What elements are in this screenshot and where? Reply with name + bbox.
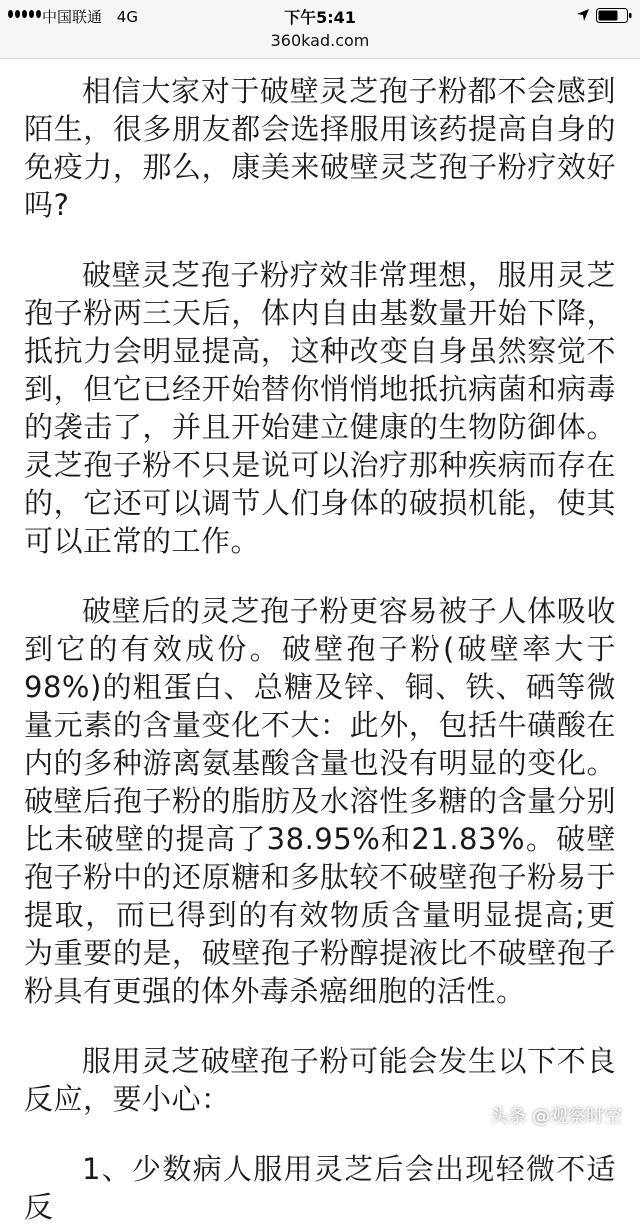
status-time: 下午5:41 — [0, 5, 640, 28]
article-paragraph: 相信大家对于破壁灵芝孢子粉都不会感到陌生，很多朋友都会选择服用该药提高自身的免疫力，那么，康美来破壁灵芝孢子粉疗效好吗? — [24, 72, 616, 224]
article-paragraph: 破壁灵芝孢子粉疗效非常理想，服用灵芝孢子粉两三天后，体内自由基数量开始下降，抵抗力会明显提高，这种改变自身虽然察觉不到，但它已经开始替你悄悄地抵抗病菌和病毒的袭击了，并且开始建立健康的生物防御体。灵芝孢子粉不只是说可以治疗那种疾病而存在的，它还可以调节人们身体的破损机能，使其可以正常的工作。 — [24, 256, 616, 560]
location-arrow-icon — [576, 8, 590, 22]
watermark: 头条 @观察时空 — [490, 1102, 622, 1128]
battery-icon — [596, 8, 632, 23]
status-bar — [0, 0, 640, 30]
carrier-label: 中国联通 — [42, 8, 102, 26]
address-bar-url[interactable]: 360kad.com — [0, 31, 640, 50]
article-body — [24, 72, 616, 1226]
article-paragraph: 服用灵芝破壁孢子粉可能会发生以下不良反应，要小心： — [24, 1042, 616, 1118]
network-type: 4G — [117, 8, 138, 26]
article-list-item: 1、少数病人服用灵芝后会出现轻微不适反 — [24, 1150, 616, 1226]
browser-header — [0, 0, 640, 59]
article-paragraph: 破壁后的灵芝孢子粉更容易被子人体吸收到它的有效成份。破壁孢子粉(破壁率大于98%)的粗蛋白、总糖及锌、铜、铁、硒等微量元素的含量变化不大：此外，包括牛磺酸在内的多种游离氨基酸含量也没有明显的变化。破壁后孢子粉的脂肪及水溶性多糖的含量分别比未破壁的提高了38.95%和21.83%。破壁孢子粉中的还原糖和多肽较不破壁孢子粉易于提取，而已得到的有效物质含量明显提高;更为重要的是，破壁孢子粉醇提液比不破壁孢子粉具有更强的体外毒杀癌细胞的活性。 — [24, 592, 616, 1010]
